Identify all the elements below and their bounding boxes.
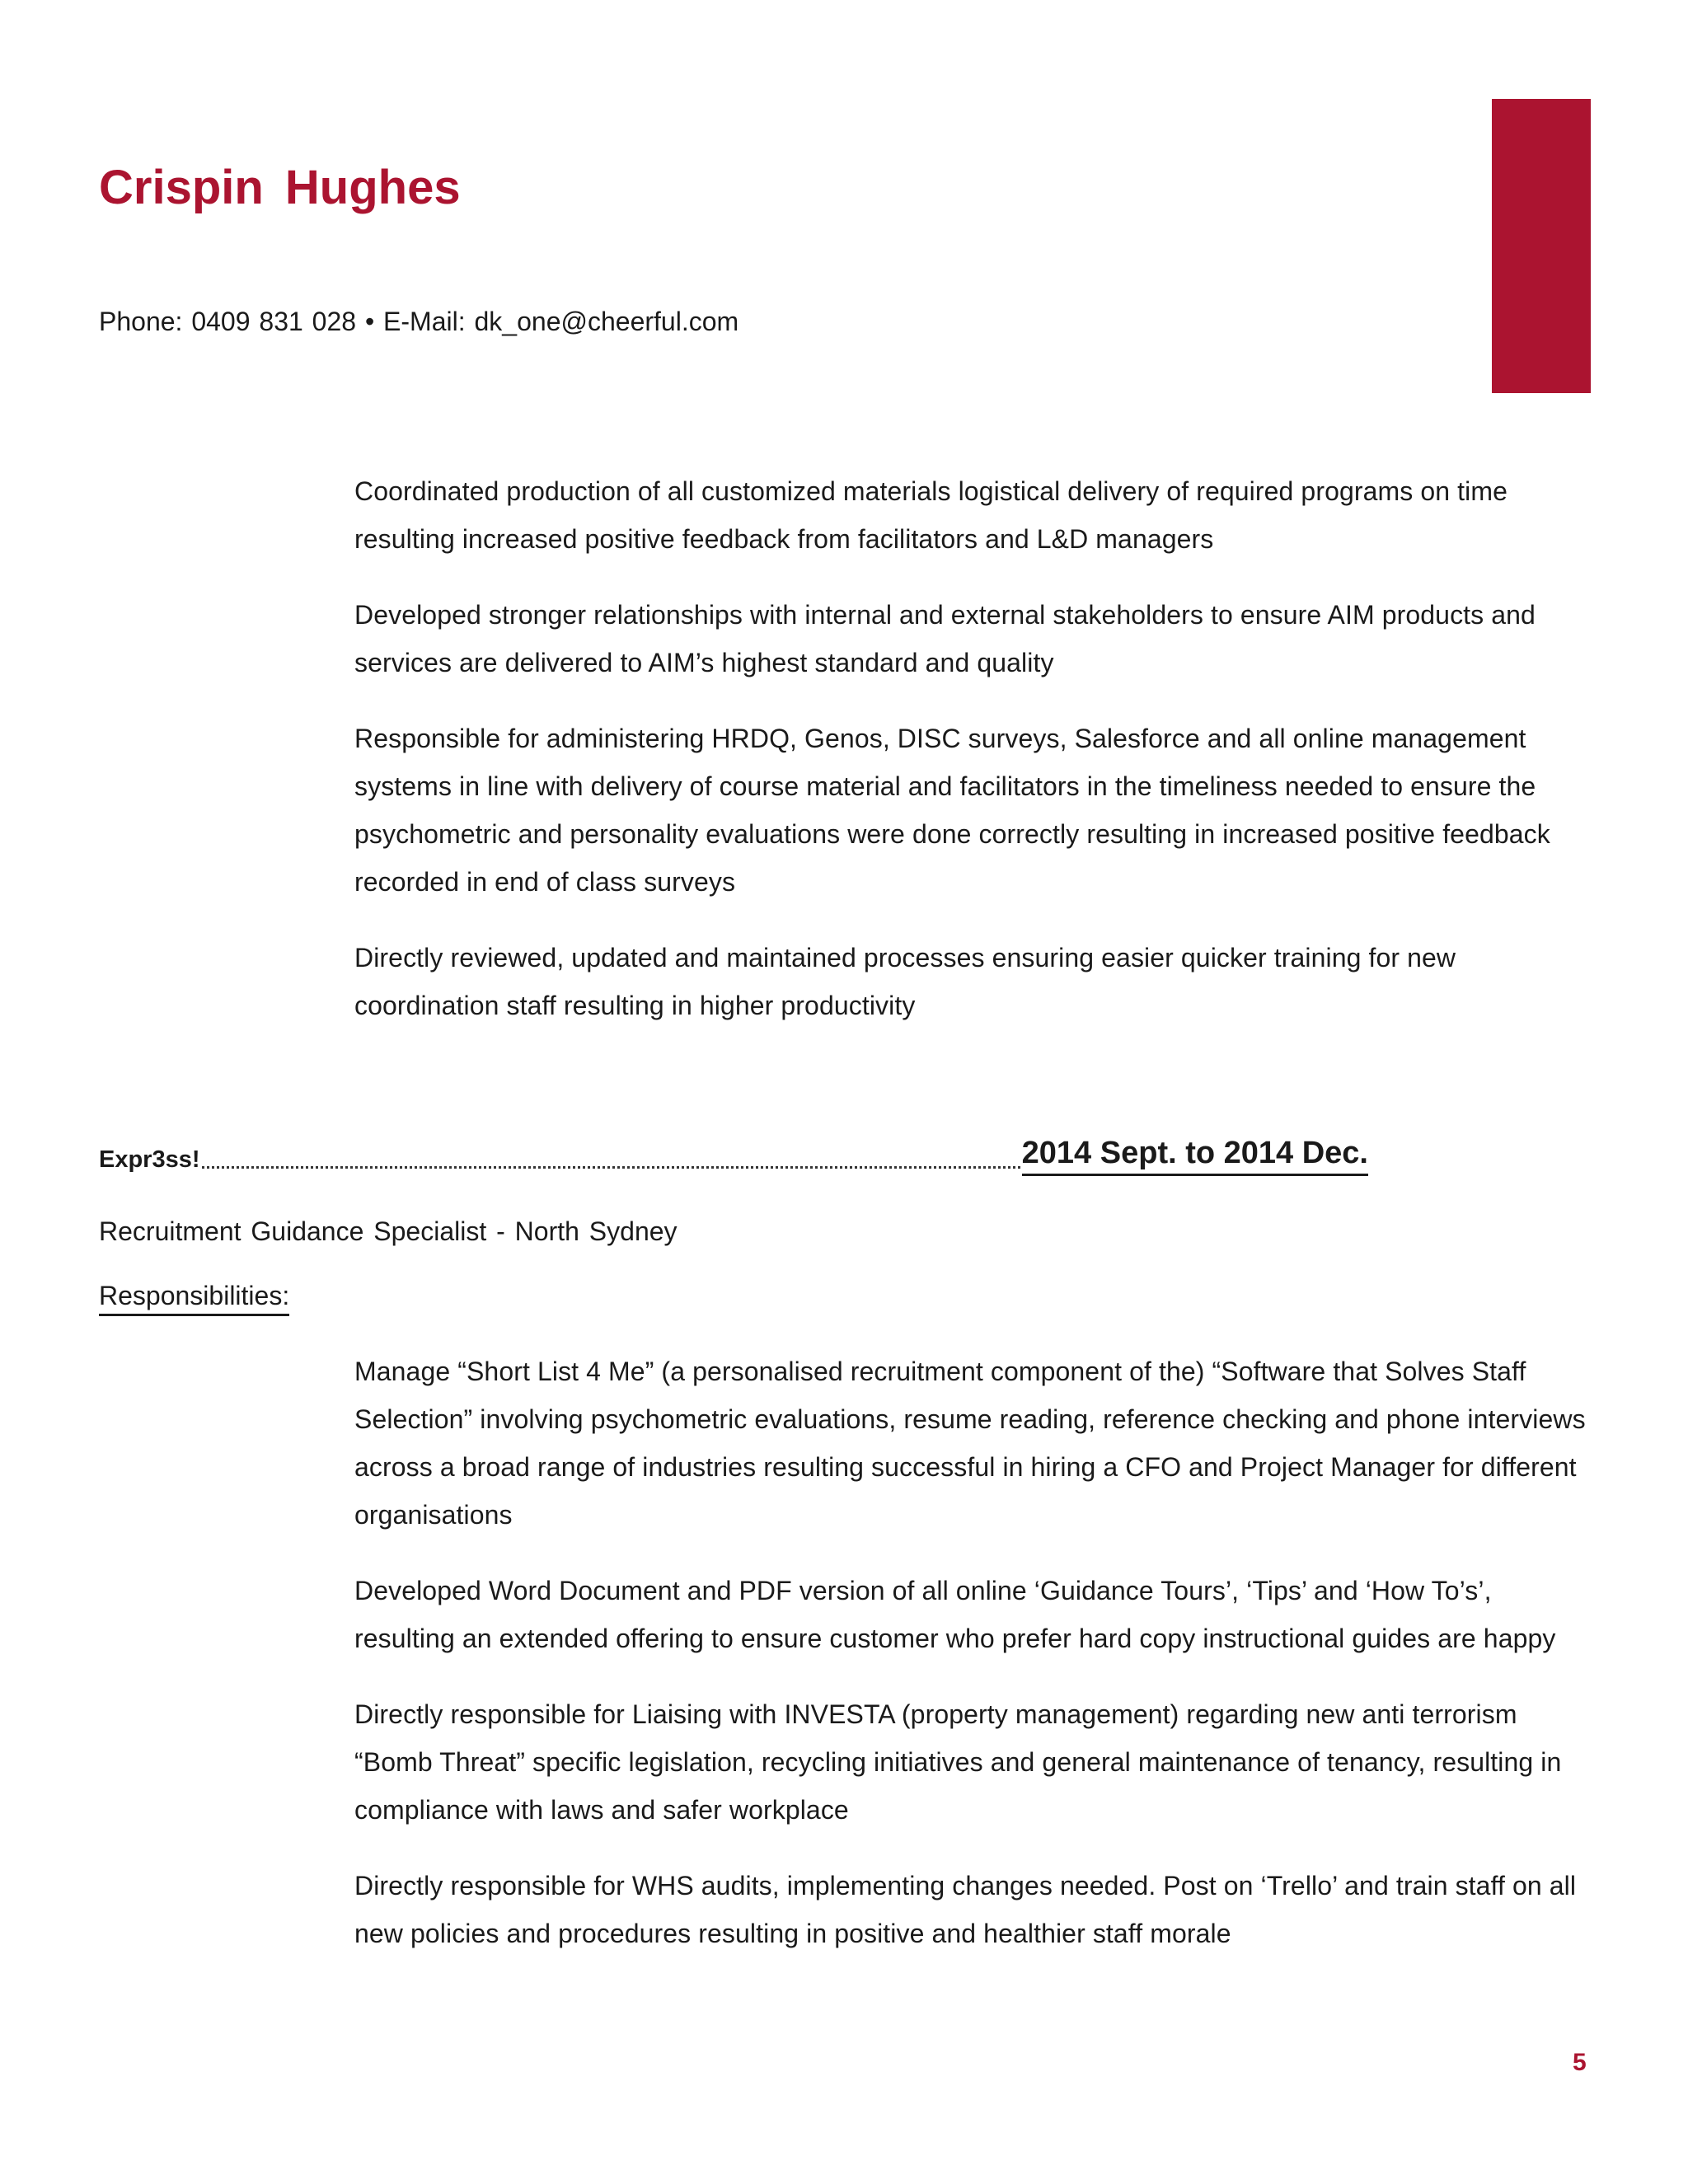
bullet-paragraph: Manage “Short List 4 Me” (a personalised recruitment component of the) “Software that Solves Staff Selection” involving psychometric evaluations, resume reading, reference checking and phone interviews across a broad range of industries resulting successful in hiring a CFO and Project Manager for different organisations <box>354 1357 1586 1530</box>
responsibilities-heading: Responsibilities: <box>99 1279 289 1316</box>
previous-role-bullets <box>354 467 1591 1057</box>
bullet-paragraph: Directly reviewed, updated and maintained processes ensuring easier quicker training for new coordination staff resulting in higher productivity <box>354 943 1456 1020</box>
job-heading-row <box>99 1134 1368 1176</box>
bullet-paragraph: Directly responsible for Liaising with INVESTA (property management) regarding new anti terrorism “Bomb Threat” specific legislation, recycling initiatives and general maintenance of tenancy, resulting in compliance with laws and safer workplace <box>354 1699 1562 1825</box>
contact-line: Phone: 0409 831 028 • E-Mail: dk_one@cheerful.com <box>99 307 739 336</box>
job-responsibility-bullets <box>354 1347 1591 1985</box>
job-dates: 2014 Sept. to 2014 Dec. <box>1022 1134 1368 1176</box>
accent-bar <box>1492 99 1591 393</box>
job-title: Recruitment Guidance Specialist - North Sydney <box>99 1216 678 1246</box>
candidate-name: Crispin Hughes <box>99 161 461 214</box>
bullet-paragraph: Developed Word Document and PDF version of all online ‘Guidance Tours’, ‘Tips’ and ‘How To’s’, resulting an extended offering to ensure customer who prefer hard copy instructional guides are happy <box>354 1576 1556 1653</box>
job-company: Expr3ss! <box>99 1146 200 1173</box>
bullet-paragraph: Directly responsible for WHS audits, implementing changes needed. Post on ‘Trello’ and train staff on all new policies and procedures resulting in positive and healthier staff morale <box>354 1871 1577 1948</box>
bullet-paragraph: Responsible for administering HRDQ, Genos, DISC surveys, Salesforce and all online management systems in line with delivery of course material and facilitators in the timeliness needed to ensure the psychometric and personality evaluations were done correctly resulting in increased positive feedback recorded in end of class surveys <box>354 724 1550 897</box>
page-number: 5 <box>1573 2049 1587 2076</box>
bullet-paragraph: Coordinated production of all customized materials logistical delivery of required programs on time resulting increased positive feedback from facilitators and L&D managers <box>354 476 1508 554</box>
dotted-leader <box>202 1166 1020 1169</box>
bullet-paragraph: Developed stronger relationships with internal and external stakeholders to ensure AIM products and services are delivered to AIM’s highest standard and quality <box>354 600 1536 677</box>
